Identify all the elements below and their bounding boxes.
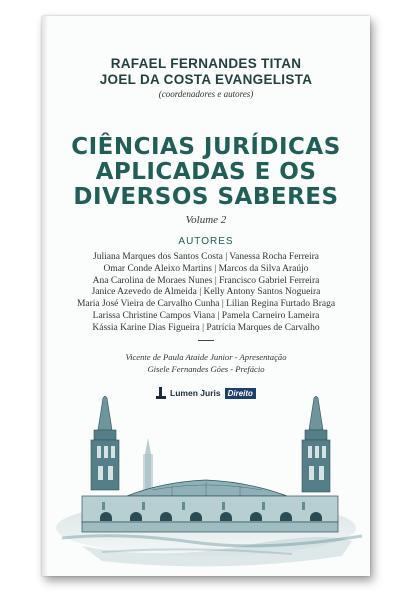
author-line: Kássia Karine Dias Figueira | Patrícia Marques de Carvalho	[92, 322, 320, 333]
book-cover	[42, 16, 370, 576]
coordinator-role: (coordenadores e autores)	[158, 89, 254, 99]
author-list	[42, 252, 370, 335]
author-line: Omar Conde Aleixo Martins | Marcos da Silva Araújo	[103, 263, 309, 274]
cathedral-illustration	[42, 396, 370, 576]
author-line: Larissa Christine Campos Viana | Pamela Carneiro Lameira	[92, 310, 320, 321]
preface-credit: Gisele Fernandes Góes - Prefácio	[147, 364, 265, 374]
author-line: Maria José Vieira de Carvalho Cunha | Lilian Regina Furtado Braga	[76, 299, 336, 310]
publisher-tag: Direito	[225, 388, 256, 399]
authors-heading: AUTORES	[178, 236, 234, 247]
title-line-2: APLICADAS E OS	[95, 159, 317, 185]
volume-label: Volume 2	[185, 214, 227, 226]
publisher-name: Lumen Juris	[170, 388, 221, 398]
divider-line	[198, 340, 214, 341]
title-line-1: CIÊNCIAS JURÍDICAS	[71, 134, 341, 160]
coordinator-name-2: JOEL DA COSTA EVANGELISTA	[99, 72, 313, 87]
author-line: Juliana Marques dos Santos Costa | Vanessa Rocha Ferreira	[93, 252, 319, 262]
coordinator-name-1: RAFAEL FERNANDES TITAN	[110, 56, 302, 71]
title-line-3: DIVERSOS SABERES	[73, 184, 339, 210]
author-line: Janice Azevedo de Almeida | Kelly Antony Santos Nogueira	[91, 287, 321, 298]
presentation-credit: Vicente de Paula Ataide Junior - Apresentação	[125, 352, 287, 362]
author-line: Ana Carolina de Moraes Nunes | Francisco Gabriel Ferreira	[92, 275, 320, 286]
